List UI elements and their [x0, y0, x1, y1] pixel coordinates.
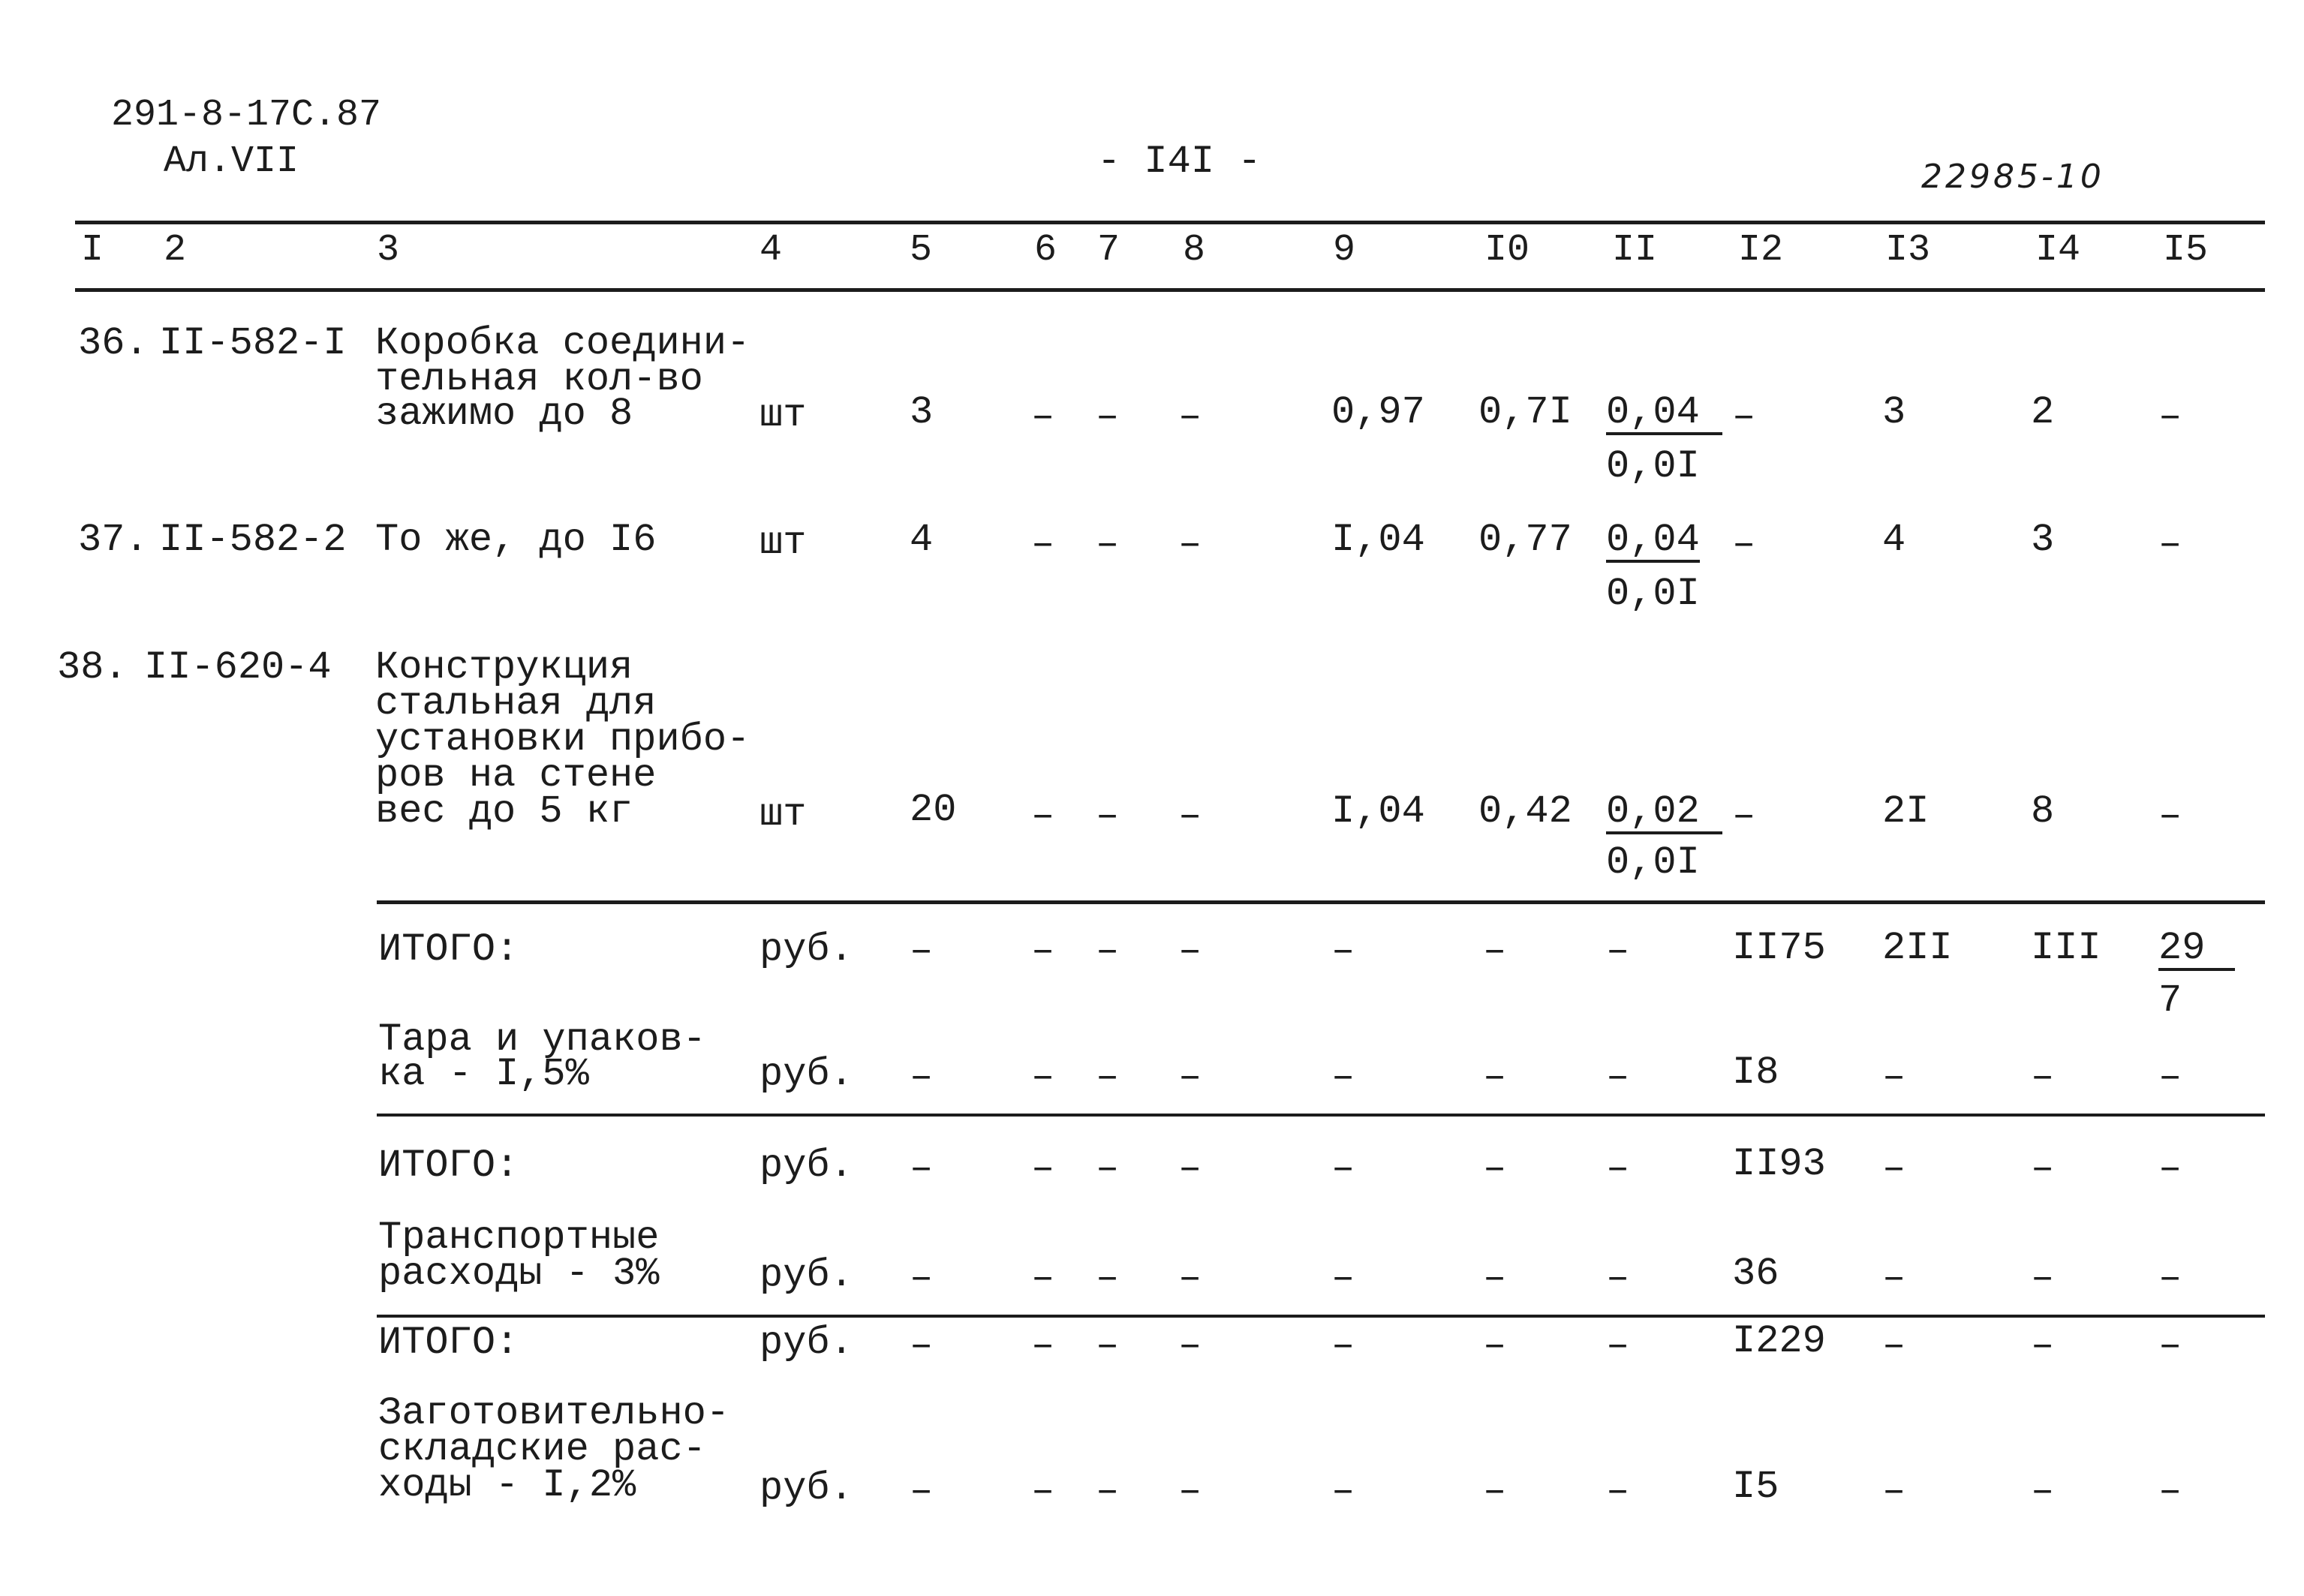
cell-c12: I229: [1732, 1319, 1826, 1363]
cell-c12: 36: [1732, 1252, 1779, 1296]
header-top-rule: [75, 221, 2265, 224]
cell-c12: I5: [1732, 1465, 1779, 1509]
cell-c12: II75: [1732, 926, 1826, 970]
row-name-line: установки прибо-: [375, 717, 750, 762]
row-name-line: зажимо до 8: [375, 392, 633, 436]
cell-c6: –: [1031, 929, 1055, 973]
summary-unit: руб.: [759, 1321, 853, 1365]
cell-c14: –: [2031, 1256, 2055, 1300]
cell-c13: 3: [1882, 390, 1906, 434]
cell-c11: –: [1606, 1055, 1630, 1099]
cell-c7: –: [1096, 1147, 1120, 1191]
row-name-line: То же, до I6: [375, 518, 657, 562]
row-name-line: вес до 5 кг: [375, 789, 633, 834]
cell-c9: –: [1331, 1469, 1355, 1513]
cell-c11: –: [1606, 929, 1630, 973]
cell-c8: –: [1178, 1256, 1202, 1300]
cell-c9: 0,97: [1331, 390, 1425, 434]
cell-c14: 2: [2031, 390, 2055, 434]
cell-c8: –: [1178, 1147, 1202, 1191]
row-code: II-620-4: [144, 645, 332, 690]
cell-c13: –: [1882, 1147, 1906, 1191]
cell-c11-bottom: 0,0I: [1606, 572, 1700, 616]
cell-c15: –: [2158, 395, 2182, 439]
cell-c14: –: [2031, 1469, 2055, 1513]
cell-c12: –: [1732, 794, 1756, 838]
column-header: I: [81, 229, 104, 272]
cell-c15: –: [2158, 1256, 2182, 1300]
row-code: II-582-I: [159, 321, 347, 365]
cell-c15: –: [2158, 794, 2182, 838]
cell-c6: –: [1031, 794, 1055, 838]
cell-c8: –: [1178, 522, 1202, 567]
cell-c9: –: [1331, 1055, 1355, 1099]
row-number: 36.: [78, 321, 149, 365]
cell-c14: III: [2031, 926, 2101, 970]
cell-c6: –: [1031, 1256, 1055, 1300]
cell-c10: –: [1483, 1147, 1507, 1191]
column-header: 7: [1097, 229, 1120, 272]
summary-rule: [377, 1315, 2265, 1318]
cell-c10: 0,7I: [1478, 390, 1572, 434]
column-header: I5: [2163, 229, 2209, 272]
cell-c13: 4: [1882, 518, 1906, 562]
cell-c9: –: [1331, 1324, 1355, 1368]
cell-c7: –: [1096, 1469, 1120, 1513]
cell-c13: –: [1882, 1324, 1906, 1368]
cell-c8: –: [1178, 1324, 1202, 1368]
cell-c11: –: [1606, 1147, 1630, 1191]
column-header: 3: [377, 229, 400, 272]
cell-c6: –: [1031, 1147, 1055, 1191]
cell-c12: –: [1732, 522, 1756, 567]
cell-c15: –: [2158, 1469, 2182, 1513]
row-name-line: стальная для: [375, 681, 657, 726]
cell-c14: 8: [2031, 789, 2055, 834]
cell-c13: –: [1882, 1055, 1906, 1099]
column-header: 9: [1333, 229, 1356, 272]
cell-c11: –: [1606, 1324, 1630, 1368]
column-header: I2: [1738, 229, 1784, 272]
cell-c10: 0,77: [1478, 518, 1572, 562]
cell-c11-top: 0,02: [1606, 794, 1722, 834]
cell-c9: –: [1331, 1147, 1355, 1191]
cell-c8: –: [1178, 794, 1202, 838]
row-name-line: ров на стене: [375, 753, 657, 798]
cell-c7: –: [1096, 522, 1120, 567]
header-bottom-rule: [75, 288, 2265, 292]
cell-c15: –: [2158, 522, 2182, 567]
summary-label-line: Транспортные: [378, 1216, 660, 1260]
row-unit: шт: [759, 393, 807, 437]
cell-c15: –: [2158, 1147, 2182, 1191]
column-header: 6: [1034, 229, 1057, 272]
album-label: Ал.VII: [164, 140, 299, 183]
summary-label-line: ка - I,5%: [378, 1052, 589, 1096]
document-code: 291-8-17С.87: [111, 94, 382, 137]
cell-c11-top: 0,04: [1606, 395, 1722, 435]
cell-c6: –: [1031, 1055, 1055, 1099]
inventory-number: 22985-10: [1921, 158, 2104, 196]
cell-c15: –: [2158, 1324, 2182, 1368]
cell-c8: –: [1178, 929, 1202, 973]
summary-label-line: расходы - 3%: [378, 1252, 660, 1296]
cell-c13: 2II: [1882, 926, 1953, 970]
cell-c6: –: [1031, 522, 1055, 567]
cell-c6: –: [1031, 1324, 1055, 1368]
summary-unit: руб.: [759, 1466, 853, 1510]
column-header: I4: [2035, 229, 2081, 272]
cell-c11: –: [1606, 1256, 1630, 1300]
row-unit: шт: [759, 521, 807, 565]
summary-label-line: ИТОГО:: [378, 1321, 519, 1365]
summary-rule: [377, 900, 2265, 904]
column-header: 2: [164, 229, 187, 272]
row-name-line: Конструкция: [375, 645, 633, 690]
cell-c5: 3: [910, 390, 934, 434]
cell-c15-top: 29: [2158, 930, 2235, 971]
cell-c14: –: [2031, 1147, 2055, 1191]
cell-c10: –: [1483, 1469, 1507, 1513]
cell-c6: –: [1031, 395, 1055, 439]
cell-c8: –: [1178, 1055, 1202, 1099]
cell-c11: –: [1606, 1469, 1630, 1513]
summary-label-line: Заготовительно-: [378, 1391, 730, 1435]
cell-c7: –: [1096, 1256, 1120, 1300]
cell-c7: –: [1096, 395, 1120, 439]
cell-c7: –: [1096, 794, 1120, 838]
cell-c12: II93: [1732, 1142, 1826, 1186]
row-code: II-582-2: [159, 518, 347, 562]
cell-c8: –: [1178, 395, 1202, 439]
summary-label-line: Тара и упаков-: [378, 1017, 706, 1062]
cell-c5: –: [910, 1256, 934, 1300]
column-header: II: [1612, 229, 1658, 272]
column-header: 5: [910, 229, 933, 272]
summary-rule: [377, 1114, 2265, 1117]
cell-c9: I,04: [1331, 518, 1425, 562]
summary-unit: руб.: [759, 1253, 853, 1297]
cell-c7: –: [1096, 929, 1120, 973]
cell-c5: –: [910, 1324, 934, 1368]
column-header: 4: [759, 229, 783, 272]
cell-c11-top: 0,04: [1606, 518, 1700, 562]
row-unit: шт: [759, 792, 807, 837]
summary-label-line: ИТОГО:: [378, 927, 519, 972]
cell-c9: –: [1331, 929, 1355, 973]
cell-c5: –: [910, 929, 934, 973]
cell-c12: I8: [1732, 1050, 1779, 1095]
cell-c14: –: [2031, 1055, 2055, 1099]
cell-c5: –: [910, 1469, 934, 1513]
cell-c13: –: [1882, 1469, 1906, 1513]
cell-c5: –: [910, 1055, 934, 1099]
row-name-line: Коробка соедини-: [375, 321, 750, 365]
cell-c5: 4: [910, 518, 934, 562]
cell-c13: 2I: [1882, 789, 1930, 834]
cell-c13: –: [1882, 1256, 1906, 1300]
cell-c12: –: [1732, 395, 1756, 439]
cell-c15: –: [2158, 1055, 2182, 1099]
column-header: 8: [1183, 229, 1206, 272]
cell-c10: –: [1483, 929, 1507, 973]
summary-label-line: ИТОГО:: [378, 1144, 519, 1188]
cell-c10: 0,42: [1478, 789, 1572, 834]
cell-c6: –: [1031, 1469, 1055, 1513]
cell-c9: I,04: [1331, 789, 1425, 834]
cell-c8: –: [1178, 1469, 1202, 1513]
summary-unit: руб.: [759, 1052, 853, 1096]
cell-c5: 20: [910, 788, 957, 832]
cell-c7: –: [1096, 1055, 1120, 1099]
cell-c10: –: [1483, 1256, 1507, 1300]
cell-c15-bottom: 7: [2158, 978, 2182, 1023]
row-number: 37.: [78, 518, 149, 562]
summary-label-line: ходы - I,2%: [378, 1463, 636, 1507]
cell-c9: –: [1331, 1256, 1355, 1300]
cell-c10: –: [1483, 1324, 1507, 1368]
cell-c14: –: [2031, 1324, 2055, 1368]
column-header: I0: [1484, 229, 1530, 272]
cell-c5: –: [910, 1147, 934, 1191]
cell-c11-bottom: 0,0I: [1606, 444, 1700, 488]
cell-c10: –: [1483, 1055, 1507, 1099]
cell-c11-bottom: 0,0I: [1606, 840, 1700, 885]
row-number: 38.: [57, 645, 128, 690]
cell-c14: 3: [2031, 518, 2055, 562]
summary-unit: руб.: [759, 927, 853, 972]
page-number: - I4I -: [1097, 140, 1262, 184]
summary-unit: руб.: [759, 1144, 853, 1188]
summary-label-line: складские рас-: [378, 1427, 706, 1471]
cell-c7: –: [1096, 1324, 1120, 1368]
row-name-line: тельная кол-во: [375, 357, 703, 401]
column-header: I3: [1885, 229, 1931, 272]
